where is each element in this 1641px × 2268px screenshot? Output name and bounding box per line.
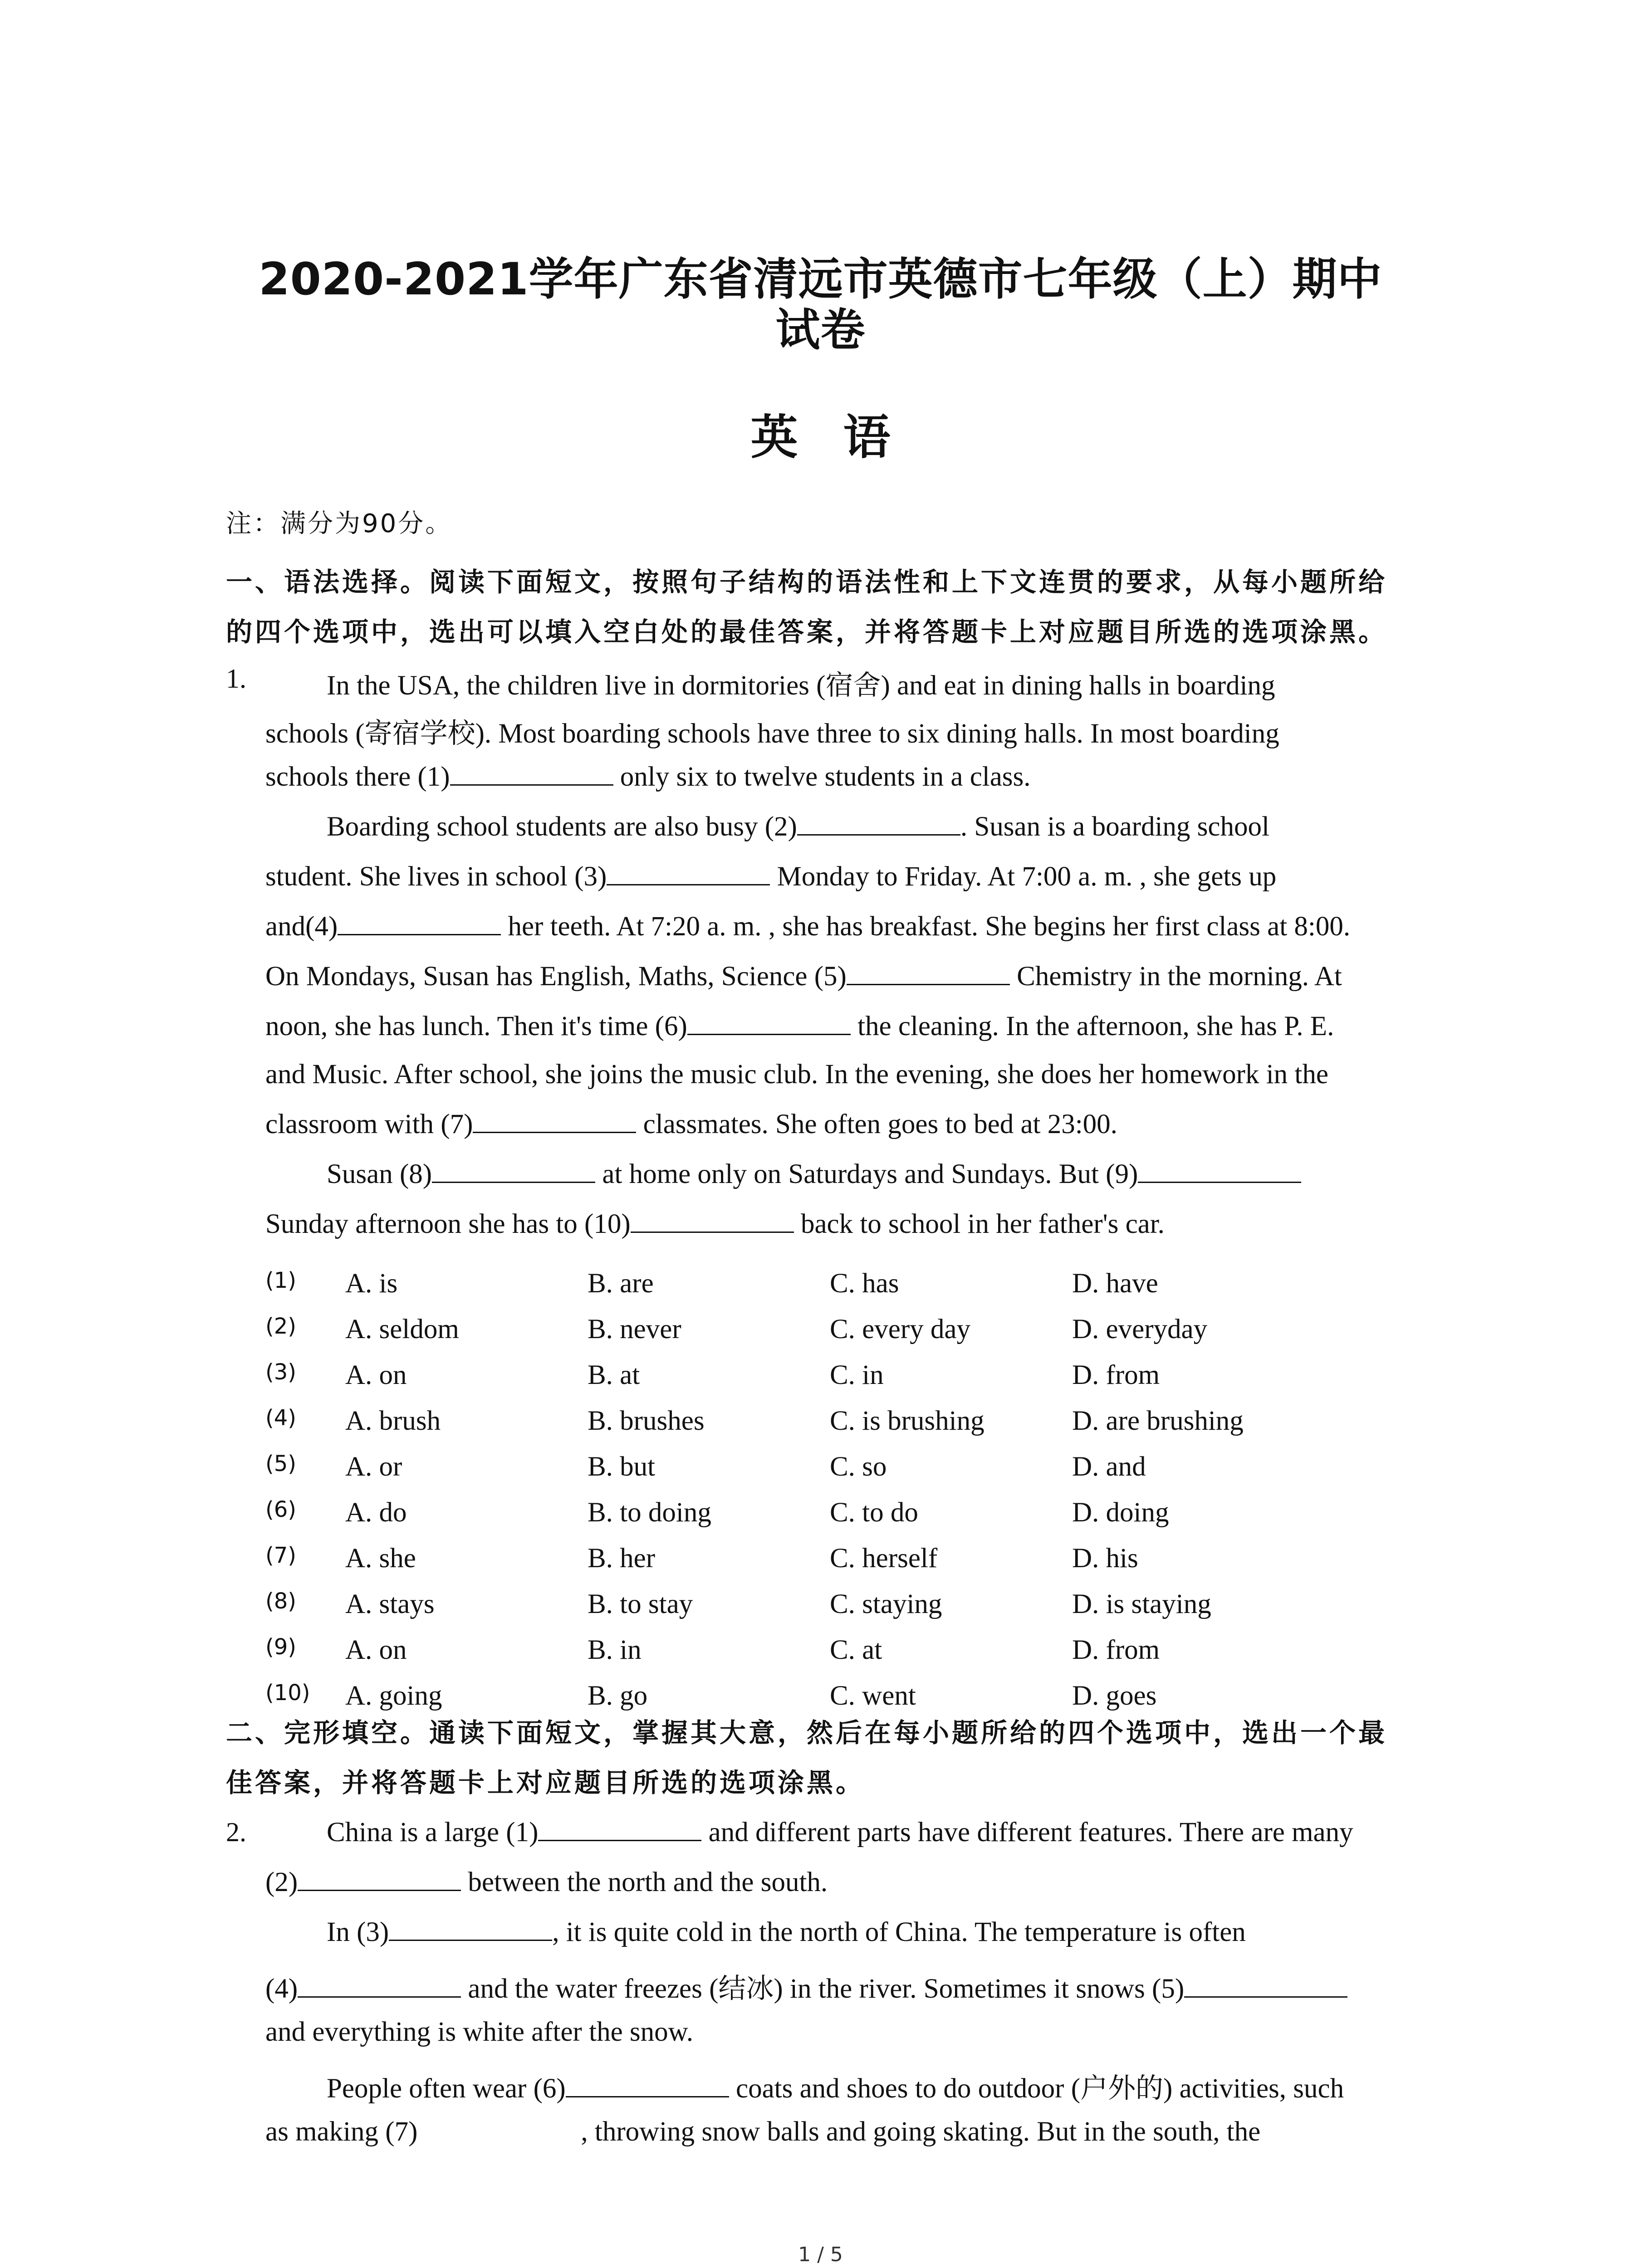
option-b[interactable]: B. her bbox=[588, 1543, 656, 1574]
page-title: 2020-2021学年广东省清远市英德市七年级（上）期中 bbox=[259, 254, 1382, 305]
option-b[interactable]: B. are bbox=[588, 1268, 654, 1299]
section-1-heading-line: 的四个选项中，选出可以填入空白处的最佳答案，并将答题卡上对应题目所选的选项涂黑。 bbox=[226, 616, 1388, 647]
answer-blank[interactable] bbox=[687, 1011, 851, 1035]
passage-line bbox=[265, 1966, 1347, 2006]
passage-text: as making (7) bbox=[265, 2116, 418, 2147]
answer-blank[interactable] bbox=[1138, 1159, 1301, 1183]
option-row bbox=[265, 1634, 1490, 1671]
answer-blank[interactable] bbox=[450, 762, 613, 786]
passage-text: classroom with (7) bbox=[265, 1109, 473, 1139]
option-number: (7) bbox=[265, 1543, 296, 1568]
passage-line bbox=[327, 1817, 1353, 1848]
passage-line bbox=[265, 1059, 1328, 1090]
passage-text: People often wear (6) bbox=[327, 2073, 566, 2104]
option-a[interactable]: A. going bbox=[345, 1681, 442, 1711]
answer-blank[interactable] bbox=[847, 961, 1010, 985]
passage-line bbox=[265, 711, 1279, 751]
passage-text: (2) bbox=[265, 1867, 298, 1897]
passage-text: and(4) bbox=[265, 911, 338, 942]
passage-text: China is a large (1) bbox=[327, 1817, 539, 1848]
passage-text: and different parts have different features. There are many bbox=[701, 1817, 1353, 1848]
option-c[interactable]: C. in bbox=[830, 1360, 884, 1390]
passage-text: only six to twelve students in a class. bbox=[613, 762, 1031, 792]
option-row bbox=[265, 1497, 1490, 1533]
option-row bbox=[265, 1268, 1490, 1304]
option-b[interactable]: B. never bbox=[588, 1314, 681, 1344]
question-number-1: 1. bbox=[226, 664, 246, 694]
option-d[interactable]: D. and bbox=[1072, 1452, 1146, 1482]
answer-blank[interactable] bbox=[1184, 1974, 1347, 1998]
option-c[interactable]: C. herself bbox=[830, 1543, 938, 1574]
option-row bbox=[265, 1359, 1490, 1396]
answer-blank[interactable] bbox=[566, 2073, 729, 2097]
passage-text: schools there (1) bbox=[265, 762, 450, 792]
option-b[interactable]: B. to doing bbox=[588, 1497, 711, 1528]
option-c[interactable]: C. went bbox=[830, 1681, 916, 1711]
page-title-continued: 试卷 bbox=[775, 304, 866, 356]
passage-text: In (3) bbox=[327, 1917, 389, 1947]
passage-line bbox=[265, 911, 1350, 943]
option-a[interactable]: A. or bbox=[345, 1452, 402, 1482]
option-number: (10) bbox=[265, 1680, 310, 1706]
passage-line bbox=[265, 961, 1342, 992]
option-number: (5) bbox=[265, 1451, 296, 1476]
passage-text: and the water freezes (结冰) in the river. Sometimes it snows (5) bbox=[461, 1974, 1185, 2004]
section-2-heading bbox=[226, 1708, 1451, 1808]
option-number: (9) bbox=[265, 1634, 296, 1660]
option-number: (8) bbox=[265, 1589, 296, 1614]
passage-text: and everything is white after the snow. bbox=[265, 2017, 693, 2047]
option-d[interactable]: D. doing bbox=[1072, 1497, 1169, 1528]
passage-line bbox=[327, 663, 1275, 703]
passage-line bbox=[265, 2116, 1260, 2148]
option-c[interactable]: C. so bbox=[830, 1452, 887, 1482]
option-a[interactable]: A. stays bbox=[345, 1589, 435, 1619]
passage-text: , it is quite cold in the north of China. The temperature is often bbox=[552, 1917, 1246, 1947]
answer-blank[interactable] bbox=[473, 1109, 636, 1133]
passage-text: her teeth. At 7:20 a. m. , she has breakfast. She begins her first class at 8:00. bbox=[501, 911, 1351, 942]
option-b[interactable]: B. in bbox=[588, 1635, 642, 1665]
option-c[interactable]: C. to do bbox=[830, 1497, 918, 1528]
answer-blank[interactable] bbox=[338, 911, 501, 935]
option-number: (4) bbox=[265, 1405, 296, 1431]
option-row bbox=[265, 1589, 1490, 1625]
option-a[interactable]: A. brush bbox=[345, 1406, 441, 1436]
option-b[interactable]: B. at bbox=[588, 1360, 640, 1390]
question-number-2: 2. bbox=[226, 1817, 246, 1847]
passage-text: classmates. She often goes to bed at 23:00. bbox=[636, 1109, 1117, 1139]
answer-blank[interactable] bbox=[389, 1917, 552, 1941]
passage-text: On Mondays, Susan has English, Maths, Science (5) bbox=[265, 961, 847, 992]
option-number: (3) bbox=[265, 1359, 296, 1385]
passage-line bbox=[265, 861, 1276, 893]
passage-line bbox=[265, 1109, 1117, 1140]
answer-blank[interactable] bbox=[607, 861, 770, 885]
passage-text: Susan (8) bbox=[327, 1159, 432, 1189]
passage-text: noon, she has lunch. Then it's time (6) bbox=[265, 1011, 687, 1041]
section-1-heading-line: 一、语法选择。阅读下面短文，按照句子结构的语法性和上下文连贯的要求，从每小题所给 bbox=[226, 567, 1388, 597]
passage-text: back to school in her father's car. bbox=[794, 1209, 1165, 1239]
passage-text: (4) bbox=[265, 1974, 298, 2004]
answer-blank[interactable] bbox=[417, 2118, 581, 2141]
option-row bbox=[265, 1451, 1490, 1487]
answer-blank[interactable] bbox=[298, 1974, 461, 1998]
option-d[interactable]: D. from bbox=[1072, 1360, 1160, 1390]
option-number: (6) bbox=[265, 1497, 296, 1522]
passage-text: student. She lives in school (3) bbox=[265, 861, 607, 892]
option-row bbox=[265, 1405, 1490, 1442]
passage-text: and Music. After school, she joins the music club. In the evening, she does her homework in the bbox=[265, 1059, 1328, 1090]
option-d[interactable]: D. his bbox=[1072, 1543, 1138, 1574]
passage-text: Boarding school students are also busy (2) bbox=[327, 811, 797, 842]
answer-blank[interactable] bbox=[797, 811, 960, 836]
option-a[interactable]: A. she bbox=[345, 1543, 416, 1574]
passage-text: . Susan is a boarding school bbox=[960, 811, 1269, 842]
passage-text: Monday to Friday. At 7:00 a. m. , she gets up bbox=[770, 861, 1277, 892]
option-c[interactable]: C. at bbox=[830, 1635, 882, 1665]
passage-line bbox=[265, 1208, 1165, 1240]
option-d[interactable]: D. are brushing bbox=[1072, 1406, 1244, 1436]
answer-blank[interactable] bbox=[538, 1817, 701, 1841]
section-1-heading bbox=[226, 557, 1451, 657]
answer-blank[interactable] bbox=[298, 1867, 461, 1891]
option-a[interactable]: A. seldom bbox=[345, 1314, 459, 1344]
option-d[interactable]: D. is staying bbox=[1072, 1589, 1211, 1619]
answer-blank[interactable] bbox=[432, 1159, 595, 1183]
option-a[interactable]: A. do bbox=[345, 1497, 407, 1528]
option-a[interactable]: A. on bbox=[345, 1360, 407, 1390]
passage-line bbox=[327, 1158, 1301, 1190]
answer-blank[interactable] bbox=[631, 1209, 794, 1233]
option-c[interactable]: C. has bbox=[830, 1268, 899, 1299]
passage-text: In the USA, the children live in dormitories (宿舍) and eat in dining halls in boarding bbox=[327, 670, 1275, 701]
option-row bbox=[265, 1543, 1490, 1579]
passage-line bbox=[265, 1867, 828, 1898]
passage-line bbox=[327, 1916, 1246, 1948]
passage-line bbox=[265, 761, 1031, 793]
section-2-heading-line: 佳答案，并将答题卡上对应题目所选的选项涂黑。 bbox=[226, 1767, 865, 1798]
option-d[interactable]: D. have bbox=[1072, 1268, 1158, 1299]
page-number: 1 / 5 bbox=[798, 2243, 843, 2266]
option-b[interactable]: B. but bbox=[588, 1452, 656, 1482]
option-b[interactable]: B. brushes bbox=[588, 1406, 705, 1436]
passage-text: coats and shoes to do outdoor (户外的) activities, such bbox=[729, 2073, 1344, 2104]
option-d[interactable]: D. from bbox=[1072, 1635, 1160, 1665]
option-a[interactable]: A. is bbox=[345, 1268, 398, 1299]
option-b[interactable]: B. go bbox=[588, 1681, 648, 1711]
score-note: 注：满分为90分。 bbox=[226, 509, 453, 538]
passage-text: the cleaning. In the afternoon, she has P. E. bbox=[850, 1011, 1334, 1041]
option-a[interactable]: A. on bbox=[345, 1635, 407, 1665]
passage-text: between the north and the south. bbox=[461, 1867, 828, 1897]
option-row bbox=[265, 1314, 1490, 1350]
option-c[interactable]: C. every day bbox=[830, 1314, 970, 1344]
section-2-heading-line: 二、完形填空。通读下面短文，掌握其大意，然后在每小题所给的四个选项中，选出一个最 bbox=[226, 1717, 1388, 1748]
option-d[interactable]: D. goes bbox=[1072, 1681, 1157, 1711]
passage-line bbox=[327, 2066, 1344, 2106]
option-d[interactable]: D. everyday bbox=[1072, 1314, 1208, 1344]
option-number: (2) bbox=[265, 1314, 296, 1339]
subject-heading: 英语 bbox=[750, 410, 936, 465]
passage-line bbox=[327, 811, 1269, 843]
option-number: (1) bbox=[265, 1268, 296, 1293]
option-c[interactable]: C. is brushing bbox=[830, 1406, 985, 1436]
passage-text: at home only on Saturdays and Sundays. But (9) bbox=[595, 1159, 1138, 1189]
passage-text: schools (寄宿学校). Most boarding schools have three to six dining halls. In most boarding bbox=[265, 719, 1279, 749]
passage-text: , throwing snow balls and going skating. But in the south, the bbox=[581, 2116, 1261, 2147]
option-c[interactable]: C. staying bbox=[830, 1589, 942, 1619]
passage-line bbox=[265, 1011, 1334, 1042]
passage-text: Chemistry in the morning. At bbox=[1009, 961, 1342, 992]
passage-text: Sunday afternoon she has to (10) bbox=[265, 1209, 631, 1239]
option-b[interactable]: B. to stay bbox=[588, 1589, 693, 1619]
passage-line bbox=[265, 2016, 693, 2048]
